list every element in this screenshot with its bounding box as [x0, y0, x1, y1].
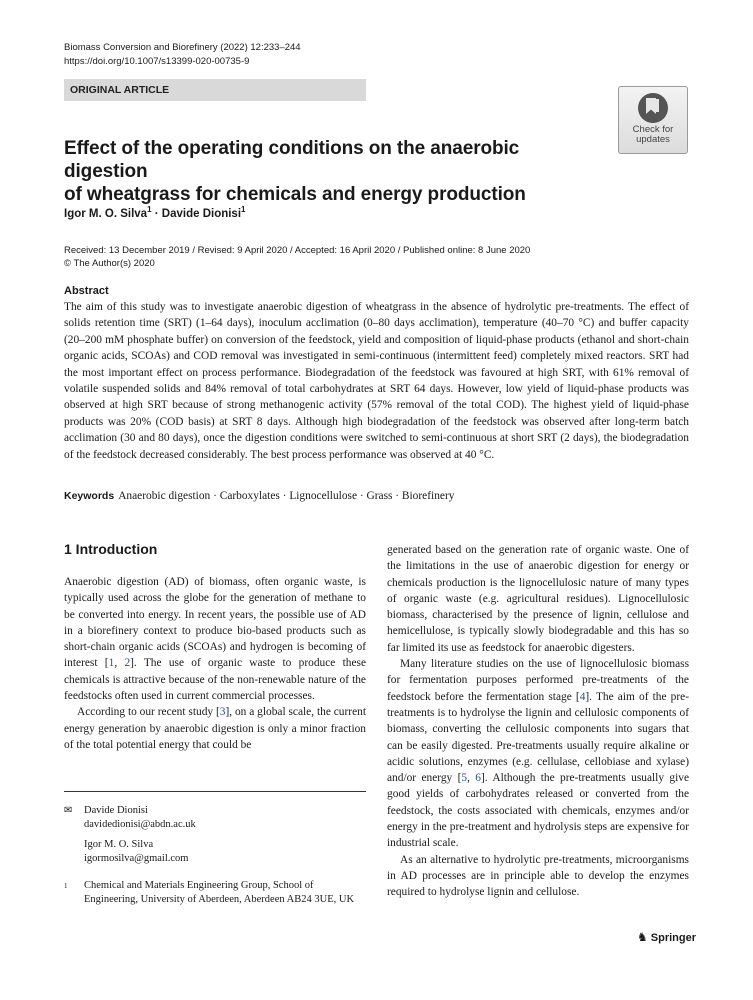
publisher-name: Springer — [650, 932, 696, 944]
keywords-list: Anaerobic digestion · Carboxylates · Lignocellulose · Grass · Biorefinery — [118, 490, 455, 502]
paragraph: Many literature studies on the use of lignocellulosic biomass for fermentation purposes performed pre-treatments of the feedstock before the fermentation stage [4]. The aim of the pre-treatments is to hydrolyse the lignin and cellulosic components of biomass, converting the cellulosic components into sugars that can be easily digested. Pre-treatments usually require alkaline or acidic solutions, enzymes (e.g. cellulase, cellobiase and xylase) and/or energy [5, 6]. Although the pre-treatments usually give good yields of carbohydrates released or converted from the feedstock, the costs associated with chemicals, enzymes and/or energy in the pre-treatment and hydrolysis steps are expensive for industrial scale. — [387, 658, 690, 850]
coauthor-name: Igor M. O. Silva — [84, 839, 154, 850]
journal-citation: Biomass Conversion and Biorefinery (2022) 12:233–244 — [64, 42, 301, 53]
affiliation-marker: 1 — [147, 205, 152, 214]
citation-link[interactable]: 6 — [475, 772, 481, 785]
check-updates-line1: Check for — [632, 124, 674, 135]
article-title — [64, 137, 584, 206]
body-column-left — [64, 574, 366, 753]
check-for-updates-badge[interactable] — [618, 86, 688, 154]
corresponding-author-email[interactable]: davidedionisi@abdn.ac.uk — [84, 819, 196, 830]
copyright-notice: © The Author(s) 2020 — [64, 258, 155, 269]
published-online-date: Published online: 8 June 2020 — [403, 245, 531, 256]
footnote-divider — [64, 791, 366, 792]
doi-link[interactable]: https://doi.org/10.1007/s13399-020-00735-9 — [64, 56, 250, 67]
title-line-2: of wheatgrass for chemicals and energy production — [64, 184, 526, 205]
keywords-line — [64, 488, 689, 504]
citation-link[interactable]: 4 — [579, 690, 586, 703]
affiliation-marker: 1 — [241, 205, 246, 214]
citation-link[interactable]: 5 — [461, 772, 468, 785]
author-separator: · — [154, 207, 159, 220]
journal-header — [64, 41, 301, 69]
abstract-heading: Abstract — [64, 285, 109, 297]
affiliation-number: 1 — [64, 882, 68, 890]
article-type-banner: ORIGINAL ARTICLE — [64, 79, 366, 101]
publication-history — [64, 244, 530, 270]
paragraph: Anaerobic digestion (AD) of biomass, often organic waste, is typically used across the globe for the generation of methane to be converted into energy. In recent years, the possible use of AD in a biorefinery context to produce bio-based products such as short-chain organic acids (SCOAs) and hydrogen is becoming of interest [1, 2]. The use of organic waste to produce these chemicals is attractive because of the non-renewable nature of the feedstocks often used in current commercial processes. — [64, 576, 366, 703]
affiliation-text: Chemical and Materials Engineering Group, School of Engineering, University of Aberdeen, Aberdeen AB24 3UE, UK — [84, 880, 355, 905]
publisher-logo — [637, 930, 696, 944]
check-updates-line2: updates — [636, 134, 670, 145]
paragraph: According to our recent study [3], on a global scale, the current energy generation by anaerobic digestion is only a minor fraction of the total potential energy that could be — [64, 706, 366, 751]
correspondence-block — [64, 804, 196, 866]
citation-link[interactable]: 2 — [124, 657, 131, 670]
author-list — [64, 205, 245, 220]
citation-link[interactable]: 3 — [219, 706, 226, 719]
title-line-1: Effect of the operating conditions on the anaerobic digestion — [64, 138, 520, 182]
author-name[interactable]: Davide Dionisi — [161, 207, 242, 220]
body-column-right — [387, 542, 689, 901]
abstract-text: The aim of this study was to investigate anaerobic digestion of wheatgrass in the absence of hydrolytic pre-treatments. The effect of solids retention time (SRT) (1–64 days), inoculum acclimation (0–80 days acclimation), temperature (40–70 °C) and buffer capacity (20–200 mM phosphate buffer) on conversion of the feedstock, yield and composition of liquid-phase products (ethanol and short-chain organic acids, SCOAs) and COD removal was investigated in semi-continuous (intermittent feed) completely mixed reactors. SRT had the most important effect on process performance. Biodegradation of the feedstock was favoured at high SRT, with 61% removal of volatile suspended solids and 84% removal of total carbohydrates at SRT 64 days. However, low yield of liquid-phase products was observed at high SRT because of strong methanogenic activity (57% removal of the total COD). The highest yield of liquid-phase products was 20% (COD basis) at SRT 8 days. Although high biodegradation of the feedstock was observed after long-term batch acclimation (30 and 80 days), once the digestion conditions were switched to semi-continuous at short SRT (2 days), the biodegradation of the feedstock decreased considerably. The best process performance was observed at 40 °C. — [64, 301, 689, 461]
keywords-label: Keywords — [64, 490, 115, 502]
affiliation-footnote — [64, 879, 366, 907]
paragraph: As an alternative to hydrolytic pre-treatments, microorganisms in AD processes are in principle able to develop the enzymes required to hydrolyse lignin and cellulose. — [387, 853, 689, 899]
history-dates: Received: 13 December 2019 / Revised: 9 April 2020 / Accepted: 16 April 2020 / — [64, 245, 404, 256]
author-name[interactable]: Igor M. O. Silva — [64, 207, 148, 220]
section-heading-introduction: 1 Introduction — [64, 541, 158, 557]
bookmark-icon — [638, 93, 668, 123]
envelope-icon: ✉ — [64, 805, 73, 816]
coauthor-email[interactable]: igormosilva@gmail.com — [84, 853, 189, 864]
corresponding-author-name: Davide Dionisi — [84, 805, 148, 816]
springer-horse-icon: ♞ — [637, 930, 648, 944]
paragraph: generated based on the generation rate of organic waste. One of the limitations in the use of anaerobic digestion for energy or chemicals production is the lignocellulosic nature of many types of organic waste (e.g. agricultural residues). Lignocellulosic biomass, characterised by the presence of lignin, cellulose and hemicellulose, is typically slowly biodegradable and this has so far limited its use as feedstock for anaerobic digesters. — [387, 544, 689, 654]
citation-link[interactable]: 1 — [108, 657, 115, 670]
